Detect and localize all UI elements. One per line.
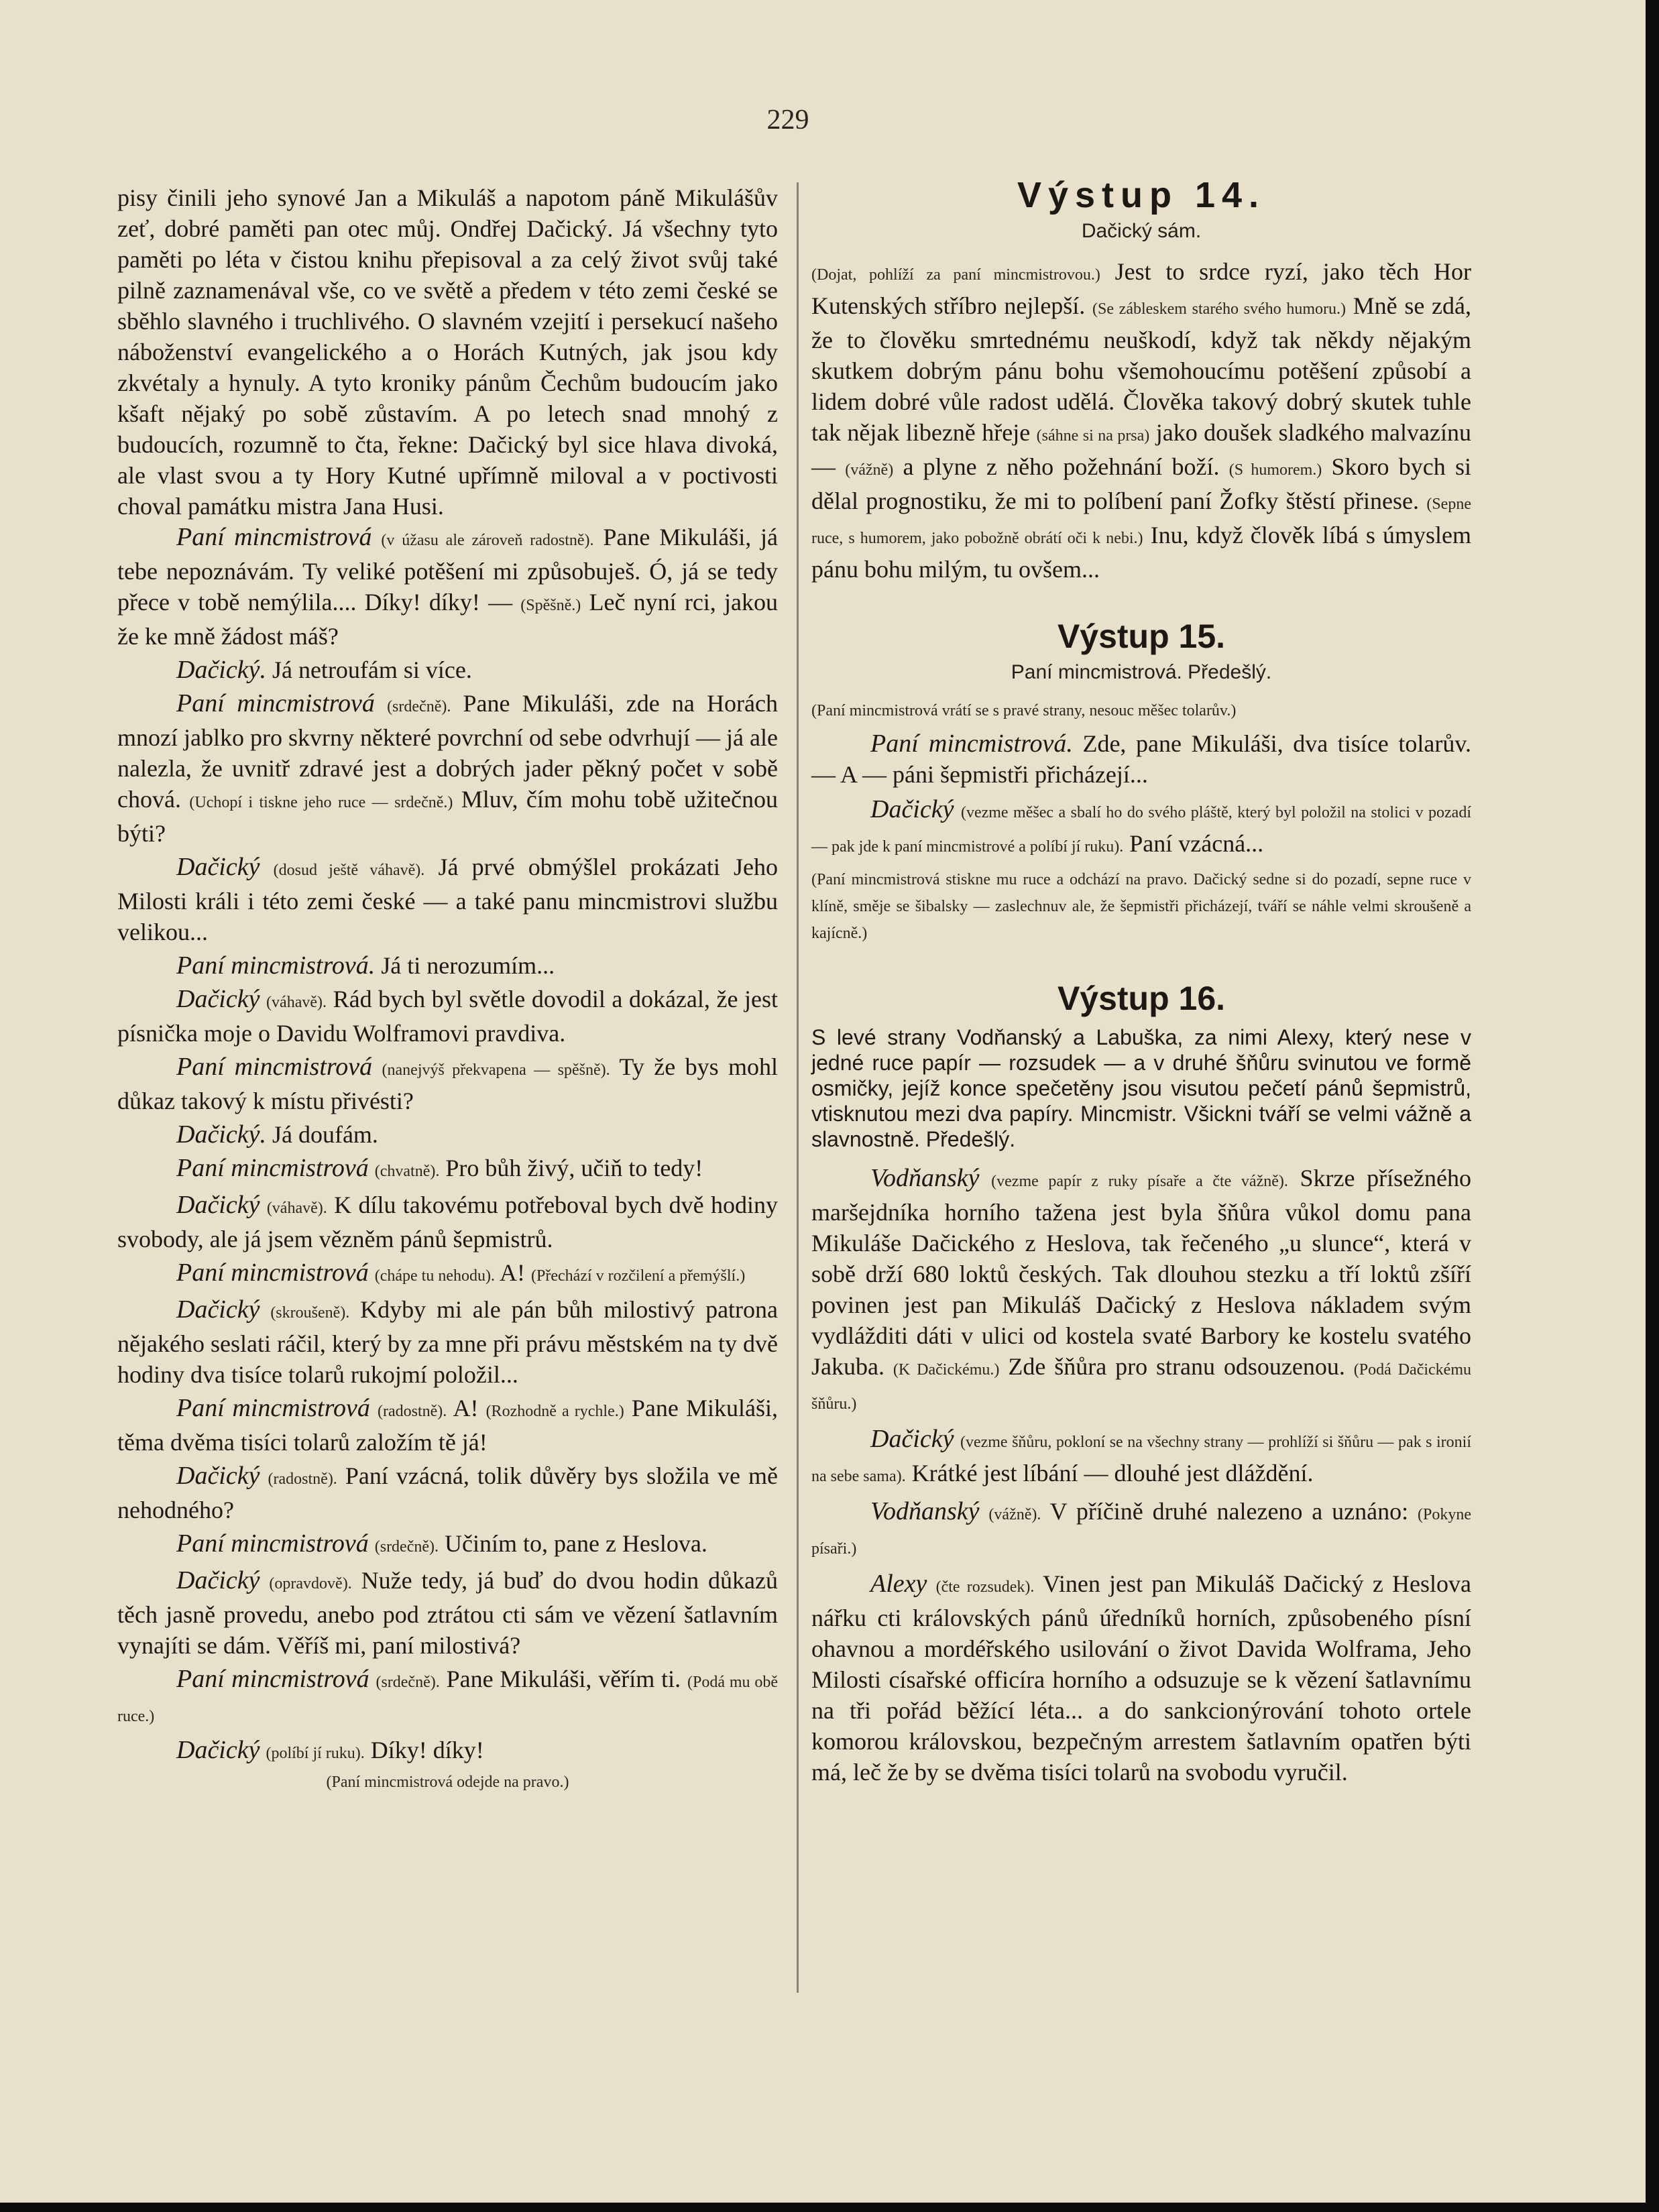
dialogue-line bbox=[117, 950, 778, 981]
stage-direction: (políbí jí ruku). bbox=[266, 1745, 365, 1762]
stage-direction: (dosud ještě váhavě). bbox=[273, 862, 425, 879]
stage-direction: (Podá Dačickému šňůru.) bbox=[811, 1361, 1471, 1413]
speech: Díky! díky! bbox=[364, 1737, 484, 1763]
stage-direction: (vážně). bbox=[988, 1506, 1041, 1523]
stage-direction: (Sepne ruce, s humorem, jako pobožně obrátí oči k nebi.) bbox=[811, 496, 1471, 547]
speaker-name: Paní mincmistrová bbox=[176, 689, 375, 717]
stage-direction: (Uchopí i tiskne jeho ruce — srdečně.) bbox=[189, 794, 453, 811]
speaker-name: Dačický bbox=[870, 1425, 954, 1453]
scene-15-closing-direction: (Paní mincmistrová stiskne mu ruce a odchází na pravo. Dačický sedne si do pozadí, sepne ruce v klíně, směje se šibalsky — zaslechnuv ale, že šepmistři přicházejí, tváří se náhle velmi skroušeně a kajícně.) bbox=[811, 871, 1471, 942]
dialogue-line bbox=[117, 1460, 778, 1525]
dialogue-line bbox=[117, 1119, 778, 1150]
dialogue-line bbox=[117, 522, 778, 652]
speaker-name: Dačický bbox=[176, 1736, 260, 1764]
speaker-name: Paní mincmistrová bbox=[176, 1053, 373, 1081]
speaker-name: Paní mincmistrová. bbox=[176, 951, 376, 980]
stage-direction: (srdečně). bbox=[374, 1538, 439, 1556]
speech: Kdyby mi ale pán bůh milostivý patrona nějakého seslati ráčil, který by za mne při právu městském na ty dvě hodiny dva tisíce tolarů rukojmí položil... bbox=[117, 1296, 779, 1388]
scene-14-characters: Dačický sám. bbox=[1081, 220, 1202, 242]
dialogue-line bbox=[117, 1664, 778, 1732]
intro-paragraph: pisy činili jeho synové Jan a Mikuláš a napotom páně Mikulášův zeť, dobré paměti pan otec můj. Ondřej Dačický. Já všechny tyto paměti po léta v čistou knihu přepisoval a za celý život svůj také pilně zaznamenával vše, co ve světě a předem v této zemi české se sběhlo slavného i truchlivého. O slavném vzejití i persekucí našeho náboženství evangelického a o Horách Kutných, jak jsou kdy zkvétaly a hynuly. A tyto kroniky pánům Čechům budoucím jako kšaft nějaký po sobě zůstavím. A po letech snad mnohý z budoucích, rozumně to čta, řekne: Dačický byl sice hlava divoká, ale vlast svou a ty Hory Kutné upřímně miloval a v poctivosti choval památku mistra Jana Husi. bbox=[117, 184, 778, 520]
stage-direction: (opravdově). bbox=[269, 1575, 352, 1592]
stage-direction-exit: (Paní mincmistrová odejde na pravo.) bbox=[326, 1773, 569, 1791]
speaker-name: Dačický bbox=[176, 1295, 260, 1324]
left-column bbox=[117, 182, 778, 1796]
speaker-name: Paní mincmistrová bbox=[176, 1394, 370, 1422]
stage-direction: (radostně). bbox=[268, 1470, 337, 1488]
dialogue-line bbox=[117, 654, 778, 685]
scene-14-monologue bbox=[811, 256, 1471, 585]
stage-direction: (vezme papír z ruky písaře a čte vážně). bbox=[991, 1173, 1288, 1190]
speaker-name: Vodňanský bbox=[870, 1164, 980, 1192]
scene-16-line bbox=[811, 1496, 1471, 1564]
dialogue-line bbox=[117, 984, 778, 1049]
scene-15-opening-direction: (Paní mincmistrová vrátí se s pravé strany, nesouc měšec tolarův.) bbox=[811, 702, 1237, 719]
speaker-name: Dačický bbox=[176, 1566, 260, 1594]
stage-direction: (chápe tu nehodu). bbox=[374, 1267, 495, 1285]
speech: Mně se zdá, že to člověku smrtednému neuškodí, když tak někdy nějakým skutkem dobrým pánu bohu všemohoucímu potěšení způsobí a lidem dobré vůle radost udělá. Člověka takový dobrý skutek tuhle tak nějak libezně hřeje bbox=[811, 292, 1471, 446]
stage-direction: (Pokyne písaři.) bbox=[811, 1506, 1472, 1558]
stage-direction: (S humorem.) bbox=[1228, 461, 1322, 479]
stage-direction: (váhavě). bbox=[266, 1200, 327, 1217]
scene-16-stage-lead: S levé strany Vodňanský a Labuška, za nimi Alexy, který nese v jedné ruce papír — rozsudek — a v druhé šňůru svinutou ve formě osmičky, jejíž konce spečetěny jsou visutou pečetí pánů šepmistrů, vtisknutou mezi dva papíry. Mincmistr. Všickni tváří se velmi vážně a slavnostně. Předešlý. bbox=[811, 1025, 1471, 1151]
speech: Ty že bys mohl důkaz takový k místu přivésti? bbox=[117, 1053, 778, 1114]
speaker-name: Paní mincmistrová bbox=[176, 1665, 369, 1693]
stage-direction: (vážně) bbox=[845, 461, 894, 479]
speech: Pane Mikuláši, těma dvěma tisíci tolarů založím tě já! bbox=[117, 1395, 778, 1456]
speech: jako doušek sladkého malvazínu — bbox=[811, 419, 1471, 480]
speech: A! bbox=[447, 1395, 486, 1421]
speech: Zde šňůra pro stranu odsouzenou. bbox=[999, 1353, 1354, 1380]
scene-15-characters: Paní mincmistrová. Předešlý. bbox=[1011, 661, 1272, 683]
speaker-name: Dačický bbox=[176, 985, 260, 1013]
speaker-name: Paní mincmistrová bbox=[176, 523, 372, 551]
stage-direction: (Podá mu obě ruce.) bbox=[117, 1674, 779, 1725]
stage-direction: (Přechází v rozčilení a přemýšlí.) bbox=[531, 1267, 746, 1285]
speaker-name: Dačický bbox=[870, 795, 954, 823]
speech: Nuže tedy, já buď do dvou hodin důkazů těch jasně provedu, anebo pod ztrátou cti sám ve vězení šatlavním vynajíti se dám. Věříš mi, paní milostivá? bbox=[117, 1567, 778, 1659]
stage-direction: (radostně). bbox=[378, 1403, 447, 1420]
speaker-name: Paní mincmistrová. bbox=[870, 730, 1073, 758]
speech: a plyne z něho požehnání boží. bbox=[893, 453, 1229, 480]
speech: Krátké jest líbání — dlouhé jest dláždění. bbox=[905, 1460, 1314, 1487]
stage-direction: (srdečně). bbox=[387, 698, 451, 715]
speech: V příčině druhé nalezeno a uznáno: bbox=[1041, 1498, 1418, 1525]
scene-15-heading: Výstup 15. bbox=[1057, 618, 1226, 655]
speaker-name: Dačický bbox=[176, 853, 260, 881]
speech: Inu, když člověk líbá s úmyslem pánu bohu milým, tu ovšem... bbox=[811, 522, 1471, 583]
scene-16-heading: Výstup 16. bbox=[1057, 980, 1226, 1017]
speech: Učiním to, pane z Heslova. bbox=[439, 1530, 707, 1557]
dialogue-line bbox=[117, 1153, 778, 1187]
stage-direction: (vezme šňůru, pokloní se na všechny strany — prohlíží si šňůru — pak s ironií na sebe sama). bbox=[811, 1434, 1472, 1485]
speech: Já doufám. bbox=[266, 1121, 378, 1148]
stage-direction: (Rozhodně a rychle.) bbox=[485, 1403, 624, 1420]
speaker-name: Dačický bbox=[176, 1462, 260, 1490]
speech: Paní vzácná, tolik důvěry bys složila ve mě nehodného? bbox=[117, 1462, 778, 1523]
dialogue-line bbox=[117, 1294, 778, 1390]
speech: Skoro bych si dělal prognostiku, že mi to políbení paní Žofky štěstí přinese. bbox=[811, 453, 1472, 514]
scene-15-line bbox=[811, 728, 1471, 790]
right-column bbox=[811, 175, 1472, 1788]
dialogue-line bbox=[117, 1393, 778, 1458]
dialogue-line bbox=[117, 688, 778, 849]
speech: Zde, pane Mikuláši, dva tisíce tolarův. — A — páni šepmistři přicházejí... bbox=[811, 730, 1472, 788]
speaker-name: Vodňanský bbox=[870, 1497, 980, 1525]
speech: Pane Mikuláši, věřím ti. bbox=[439, 1666, 687, 1692]
speech: Pro bůh živý, učiň to tedy! bbox=[439, 1155, 703, 1181]
stage-direction: (Se zábleskem starého svého humoru.) bbox=[1092, 300, 1346, 318]
speech: Paní vzácná... bbox=[1123, 830, 1264, 857]
dialogue-line bbox=[117, 1735, 778, 1769]
speech: Já prvé obmýšlel prokázati Jeho Milosti králi i této zemi české — a také panu mincmistrovi službu velikou... bbox=[117, 854, 778, 945]
speech: Já ti nerozumím... bbox=[375, 952, 555, 979]
dialogue-line bbox=[117, 1565, 778, 1661]
dialogue-line bbox=[117, 1051, 778, 1116]
stage-direction: (Dojat, pohlíží za paní mincmistrovou.) bbox=[811, 266, 1100, 284]
stage-direction: (K Dačickému.) bbox=[893, 1361, 1000, 1379]
speaker-name: Paní mincmistrová bbox=[176, 1259, 369, 1287]
scene-14-heading: Výstup 14. bbox=[1017, 175, 1266, 215]
speech: Mluv, čím mohu tobě užitečnou býti? bbox=[117, 786, 778, 847]
stage-direction: (nanejvýš překvapena — spěšně). bbox=[382, 1061, 610, 1079]
speech: K dílu takovému potřeboval bych dvě hodiny svobody, ale já jsem vězněm pánů šepmistrů. bbox=[117, 1191, 779, 1253]
speech: A! bbox=[495, 1259, 531, 1286]
stage-direction: (srdečně). bbox=[376, 1674, 440, 1691]
scene-15-line bbox=[811, 794, 1471, 862]
dialogue-line bbox=[117, 1528, 778, 1562]
dialogue-lines bbox=[117, 522, 778, 1769]
stage-direction: (sáhne si na prsa) bbox=[1036, 427, 1150, 445]
dialogue-line bbox=[117, 1189, 778, 1255]
speaker-name: Dačický. bbox=[176, 1120, 266, 1149]
speaker-name: Dačický. bbox=[176, 656, 266, 684]
speaker-name: Alexy bbox=[870, 1570, 927, 1598]
speech: Pane Mikuláši, zde na Horách mnozí jablko pro skvrny některé povrchní od sebe odvrhují — já ale nalezla, že uvnitř zdravé jest a dobrých jader pěkný počet v sobě chová. bbox=[117, 690, 778, 813]
speech: Pane Mikuláši, já tebe nepoznávám. Ty veliké potěšení mi způsobuješ. Ó, já se tedy přece v tobě nemýlila.... Díky! díky! — bbox=[117, 524, 779, 616]
stage-direction: (vezme měšec a sbalí ho do svého pláště, který byl položil na stolici v pozadí — pak jde k paní mincmistrové a políbí jí ruku). bbox=[811, 804, 1472, 856]
speech: Leč nyní rci, jakou že ke mně žádost máš? bbox=[117, 589, 778, 650]
page-number: 229 bbox=[766, 105, 809, 135]
dialogue-line bbox=[117, 852, 778, 947]
speech: Já netroufám si více. bbox=[266, 656, 472, 683]
stage-direction: (čte rozsudek). bbox=[935, 1578, 1035, 1596]
scene-16-line bbox=[811, 1163, 1471, 1419]
scene-16-line bbox=[811, 1568, 1471, 1788]
column-divider bbox=[797, 182, 799, 1993]
speech: Vinen jest pan Mikuláš Dačický z Heslova nářku cti královských pánů úředníků horních, způsobeného písní ohavnou a mordéřského usilování o život Davida Wolframa, Jeho Milosti císařské officíra horního a odsuzuje se k vězení šatlavnímu na tři pořád běžící léta... a do sankcionýrování tohoto ortele komorou královskou, bezpečným arrestem šatlavním opatřen býti má, leč že by se dvěma tisíci tolarů na svobodu vyručil. bbox=[811, 1570, 1472, 1786]
speaker-name: Paní mincmistrová bbox=[176, 1529, 369, 1558]
speaker-name: Paní mincmistrová bbox=[176, 1154, 369, 1182]
speech: Rád bych byl světle dovodil a dokázal, že jest písnička moje o Davidu Wolframovi pravdiva. bbox=[117, 986, 778, 1047]
stage-direction: (skroušeně). bbox=[270, 1304, 350, 1322]
speaker-name: Dačický bbox=[176, 1191, 260, 1219]
speech: Jest to srdce ryzí, jako těch Hor Kutenských stříbro nejlepší. bbox=[811, 258, 1471, 319]
dialogue-line bbox=[117, 1257, 778, 1291]
stage-direction: (Spěšně.) bbox=[520, 597, 581, 614]
stage-direction: (v úžasu ale zároveň radostně). bbox=[381, 532, 594, 549]
stage-direction: (váhavě). bbox=[266, 994, 327, 1011]
stage-direction: (chvatně). bbox=[374, 1163, 440, 1180]
speech: Skrze přísežného maršejdníka horního tažena jest byla šňůra vůkol domu pana Mikuláše Dačického z Heslova, tak řečeného „u slunce“, která v sobě drží 680 loktů českých. Tak dlouhou stezku a tří loktů zšíří povinen jest pan Mikuláš Dačický z Heslova nákladem svým vydlážditi dáti v ulici od kostela svaté Barbory ke kostelu svatého Jakuba. bbox=[811, 1165, 1472, 1380]
scene-16-line bbox=[811, 1423, 1471, 1492]
